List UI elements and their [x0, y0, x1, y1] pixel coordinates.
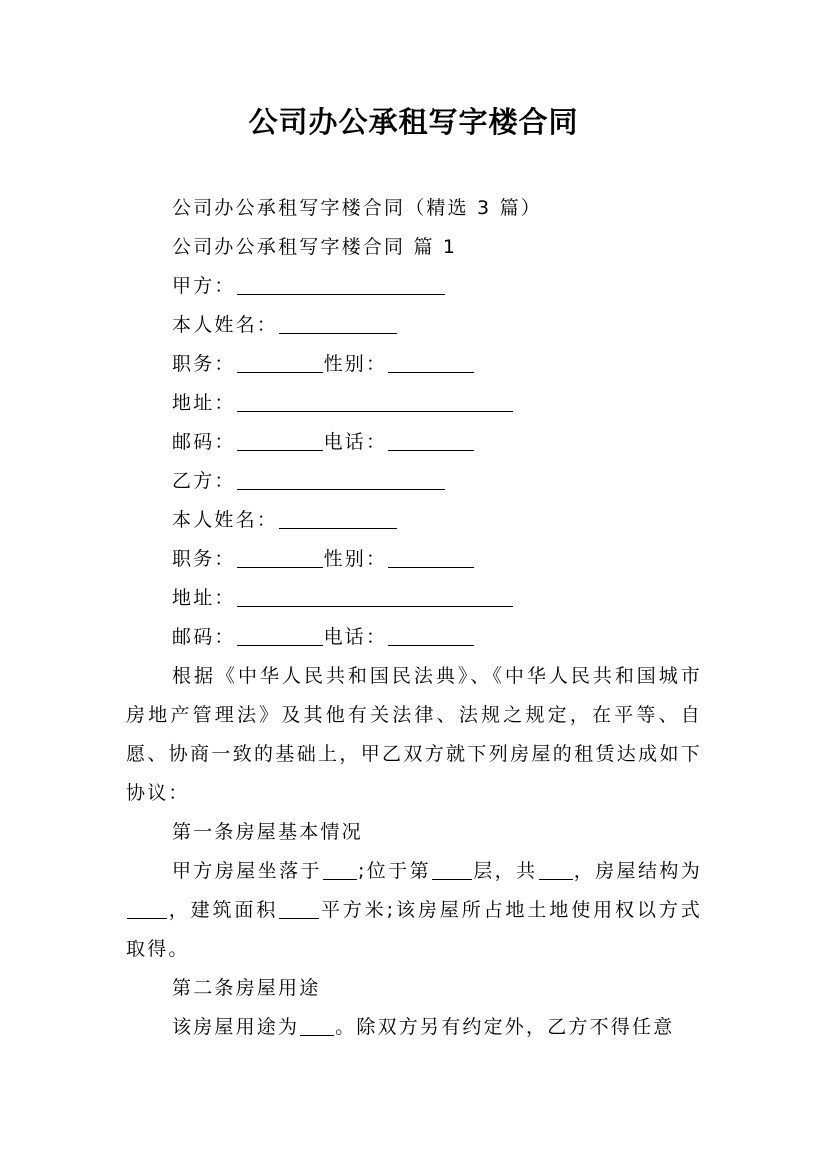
party-b-label: 乙方：: [172, 470, 236, 492]
party-a-blank: [237, 273, 445, 295]
party-b-position-blank: [237, 546, 323, 568]
section-heading: 公司办公承租写字楼合同 篇 1: [172, 236, 458, 258]
party-a-gender-blank: [388, 351, 474, 373]
subtitle: 公司办公承租写字楼合同（精选 3 篇）: [172, 197, 542, 219]
party-b-gender-blank: [388, 546, 474, 568]
article-2-text-1: 该房屋用途为: [172, 1016, 300, 1038]
party-a-gender-label: 性别：: [323, 353, 388, 375]
party-a-postcode-label: 邮码：: [172, 431, 236, 453]
party-b-name-label: 本人姓名：: [172, 509, 279, 531]
party-b-phone-blank: [388, 624, 474, 646]
preamble-paragraph: 根据《中华人民共和国民法典》、《中华人民共和国城市房地产管理法》及其他有关法律、法规之规定，在平等、自愿、协商一致的基础上，甲乙双方就下列房屋的租赁达成如下协议：: [126, 665, 702, 804]
article-1-heading: 第一条房屋基本情况: [172, 821, 363, 843]
party-a-label: 甲方：: [172, 275, 236, 297]
article-1-blank-total: [539, 858, 573, 880]
party-a-position-blank: [237, 351, 323, 373]
party-b-address-blank: [237, 585, 513, 607]
party-a-address-blank: [237, 390, 513, 412]
party-b-position-line: [126, 540, 702, 579]
party-b-phone-label: 电话：: [323, 626, 388, 648]
article-2-heading: 第二条房屋用途: [172, 977, 321, 999]
party-a-phone-blank: [388, 429, 474, 451]
article-2-text-2: 。除双方另有约定外，乙方不得任意: [335, 1016, 675, 1038]
article-1-blank-location: [323, 858, 357, 880]
party-a-line: [126, 267, 702, 306]
party-b-line: [126, 462, 702, 501]
article-1-text-5: ，建筑面积: [168, 899, 279, 921]
party-a-address-label: 地址：: [172, 392, 236, 414]
party-a-position-line: [126, 345, 702, 384]
article-1-blank-floor: [432, 858, 472, 880]
party-a-name-label: 本人姓名：: [172, 314, 279, 336]
article-1-text-1: 甲方房屋坐落于: [172, 860, 322, 882]
party-b-position-label: 职务：: [172, 548, 236, 570]
article-1-text-4: ，房屋结构为: [573, 860, 703, 882]
party-a-phone-label: 电话：: [323, 431, 388, 453]
party-a-postcode-blank: [237, 429, 323, 451]
party-a-address-line: [126, 384, 702, 423]
article-1-blank-structure: [127, 897, 167, 919]
party-b-blank: [237, 468, 445, 490]
party-b-postcode-line: [126, 618, 702, 657]
party-b-address-label: 地址：: [172, 587, 236, 609]
document-body: [126, 189, 702, 1047]
article-1-paragraph: [126, 852, 702, 969]
party-b-gender-label: 性别：: [323, 548, 388, 570]
article-1-blank-area: [279, 897, 319, 919]
article-1-text-2: ;位于第: [357, 860, 432, 882]
party-b-postcode-label: 邮码：: [172, 626, 236, 648]
party-b-name-line: [126, 501, 702, 540]
document-title: 公司办公承租写字楼合同: [248, 105, 579, 139]
party-a-name-blank: [279, 312, 397, 334]
article-1-text-6: 平方米;该房屋所占地土地使用权以方式取得。: [126, 899, 702, 960]
article-2-paragraph: [126, 1008, 702, 1047]
party-a-name-line: [126, 306, 702, 345]
article-2-blank-usage: [300, 1014, 334, 1036]
party-a-position-label: 职务：: [172, 353, 236, 375]
article-1-text-3: 层，共: [473, 860, 538, 882]
party-a-postcode-line: [126, 423, 702, 462]
party-b-postcode-blank: [237, 624, 323, 646]
party-b-address-line: [126, 579, 702, 618]
party-b-name-blank: [279, 507, 397, 529]
